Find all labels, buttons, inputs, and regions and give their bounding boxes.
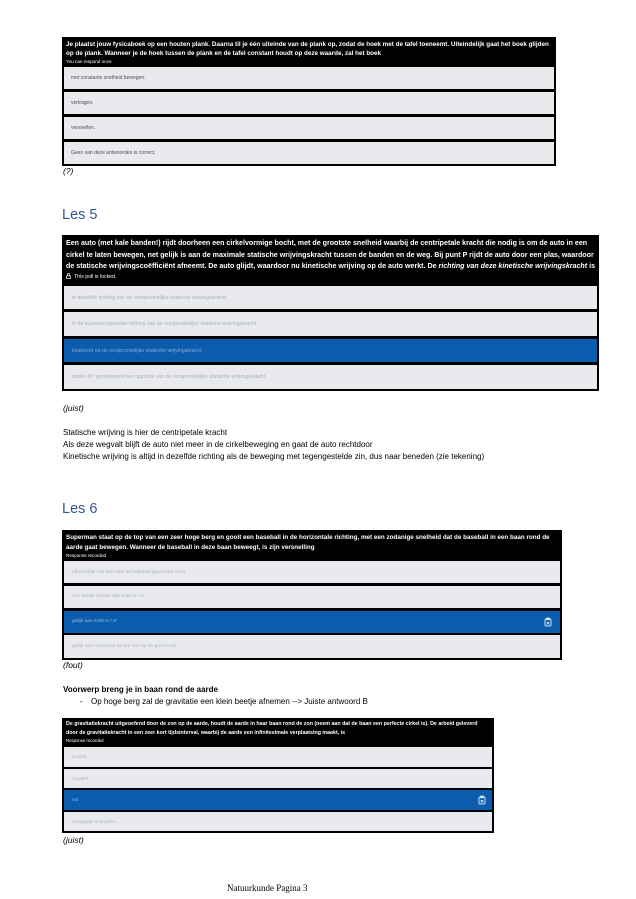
poll-superman-baseball [62, 530, 562, 660]
poll-option-b[interactable] [64, 586, 560, 608]
poll-options [64, 561, 560, 658]
poll-option-label: in de tegenovergestelde richting van de oorspronkelijke statische wrijvingskracht. [72, 321, 258, 328]
lesson-heading: Les 6 [62, 501, 98, 517]
poll-option-label: vertragen. [71, 100, 94, 106]
poll-book-on-plank [62, 37, 556, 166]
poll-option-label: loodrecht op de oorspronkelijke statische wrijvingskracht. [72, 347, 203, 354]
poll-option-a[interactable] [64, 67, 554, 89]
poll-option-label: met constante snelheid bewegen. [71, 75, 146, 81]
poll-option-d[interactable] [64, 142, 554, 164]
poll-option-b[interactable] [64, 769, 492, 789]
poll-option-c[interactable] [64, 339, 597, 363]
poll-question-end: is [587, 262, 596, 271]
poll-question-emphasis: richting van deze kinetische wrijvingskracht [438, 262, 588, 271]
poll-option-label: Geen van deze antwoorden is correct. [71, 150, 156, 156]
poll-option-label: positief. [72, 754, 88, 760]
bullet-marker: - [80, 697, 83, 706]
clear-response-icon[interactable] [478, 795, 486, 804]
lesson-heading: Les 5 [62, 207, 98, 223]
answer-verdict: (fout) [63, 660, 83, 670]
poll-options [64, 286, 597, 389]
poll-option-label: afhankelijk van hoe snel de baseball geworpen werd. [72, 569, 187, 575]
poll-option-label: onder 45° georiënteerd ten opzichte van de oorspronkelijke statische wrijvingskracht. [72, 374, 267, 381]
poll-status [64, 273, 597, 283]
poll-options [64, 67, 554, 164]
poll-option-label: een beetje kleiner dan 9,80 m / s² [72, 594, 145, 600]
poll-status [64, 58, 554, 65]
poll-status [64, 738, 492, 744]
poll-option-label: versnellen. [71, 125, 96, 131]
poll-option-label: nul. [72, 797, 80, 803]
poll-option-a[interactable] [64, 286, 597, 310]
bullet-item [80, 696, 368, 708]
poll-option-c[interactable] [64, 790, 492, 810]
poll-question [64, 238, 597, 273]
page-footer: Natuurkunde Pagina 3 [227, 883, 308, 893]
note-line: Kinetische wrijving is altijd in dezelfde richting als de beweging met tegengestelde zin, dus naar beneden (zie tekening) [63, 452, 485, 461]
poll-option-label: gelijk aan nul omdat de bal niet op de grond valt. [72, 644, 178, 650]
poll-gravitational-work [62, 718, 494, 833]
poll-status-text: Response recorded [66, 553, 107, 558]
note-line: Statische wrijving is hier de centripetale kracht [63, 428, 228, 437]
poll-option-b[interactable] [64, 312, 597, 336]
note-line: Als deze wegvalt blijft de auto niet meer in de cirkelbeweging en gaat de auto rechtdoor [63, 440, 373, 449]
poll-options [64, 747, 492, 831]
poll-option-label: in dezelfde richting van de oorspronkelijke statische wrijvingskracht. [72, 294, 228, 301]
answer-verdict: (juist) [63, 835, 84, 845]
lesson-notes [63, 427, 484, 463]
poll-status [64, 553, 560, 559]
poll-status-text: This poll is locked. [74, 274, 117, 281]
poll-option-d[interactable] [64, 365, 597, 389]
section-subheading: Voorwerp breng je in baan rond de aarde [63, 685, 218, 694]
poll-option-a[interactable] [64, 561, 560, 583]
lock-icon [66, 273, 71, 283]
clear-response-icon[interactable] [544, 617, 552, 626]
poll-option-a[interactable] [64, 747, 492, 767]
bullet-text: Op hoge berg zal de gravitatie een klein beetje afnemen --> Juiste antwoord B [91, 697, 368, 706]
poll-option-c[interactable] [64, 611, 560, 633]
answer-verdict: (juist) [63, 403, 84, 413]
poll-question-start: Een auto (met kale banden!) rijdt doorheen een cirkelvormige bocht, met de grootste snelheid waarbij de centripetale kracht die nodig is om de auto in een cirkel te laten bewegen, net gelijk is aan de maximale statische wrijvingskracht tussen de banden en de weg. Bij punt P rijdt de auto door een plas, waardoor de statische wrijvingscoëfficiënt afneemt. De auto glijdt, waardoor nu kinetische wrijving op de auto werkt. De [66, 239, 594, 271]
poll-option-label: onmogelijk te bepalen. [72, 818, 118, 824]
poll-option-d[interactable] [64, 635, 560, 657]
poll-status-text: Response recorded [66, 738, 104, 743]
answer-verdict: (?) [63, 166, 74, 176]
poll-option-d[interactable] [64, 812, 492, 832]
poll-option-label: negatief. [72, 775, 90, 781]
poll-option-b[interactable] [64, 92, 554, 114]
poll-question: Superman staat op de top van een zeer hoge berg en gooit een baseball in de horizontale richting, met een zodanige snelheid dat de baseball in een baan rond de aarde gaat bewegen. Wanneer de baseball in deze baan beweegt, is zijn versnelling [66, 534, 550, 551]
poll-status-text: You can respond once [66, 59, 112, 64]
poll-kinetic-friction [62, 235, 599, 391]
poll-question: Je plaatst jouw fysicaboek op een houten plank. Daarna til je één uiteinde van de plank op, zodat de hoek met de tafel toeneemt. Uiteindelijk gaat het boek glijden op de plank. Wanneer je de hoek tussen de plank en de tafel constant houdt op deze waarde, zal het boek [66, 41, 549, 57]
poll-option-label: gelijk aan 9,80 m / s² [72, 619, 118, 625]
poll-question: De gravitatiekracht uitgeoefend door de zon op de aarde, houdt de aarde in haar baan rond de zon (neem aan dat de baan een perfecte cirkel is). De arbeid geleverd door de gravitatiekracht in een zeer kort tijdsinterval, waarbij de aarde een infinitesimale verplaatsing maakt, is [66, 721, 478, 736]
poll-option-c[interactable] [64, 117, 554, 139]
